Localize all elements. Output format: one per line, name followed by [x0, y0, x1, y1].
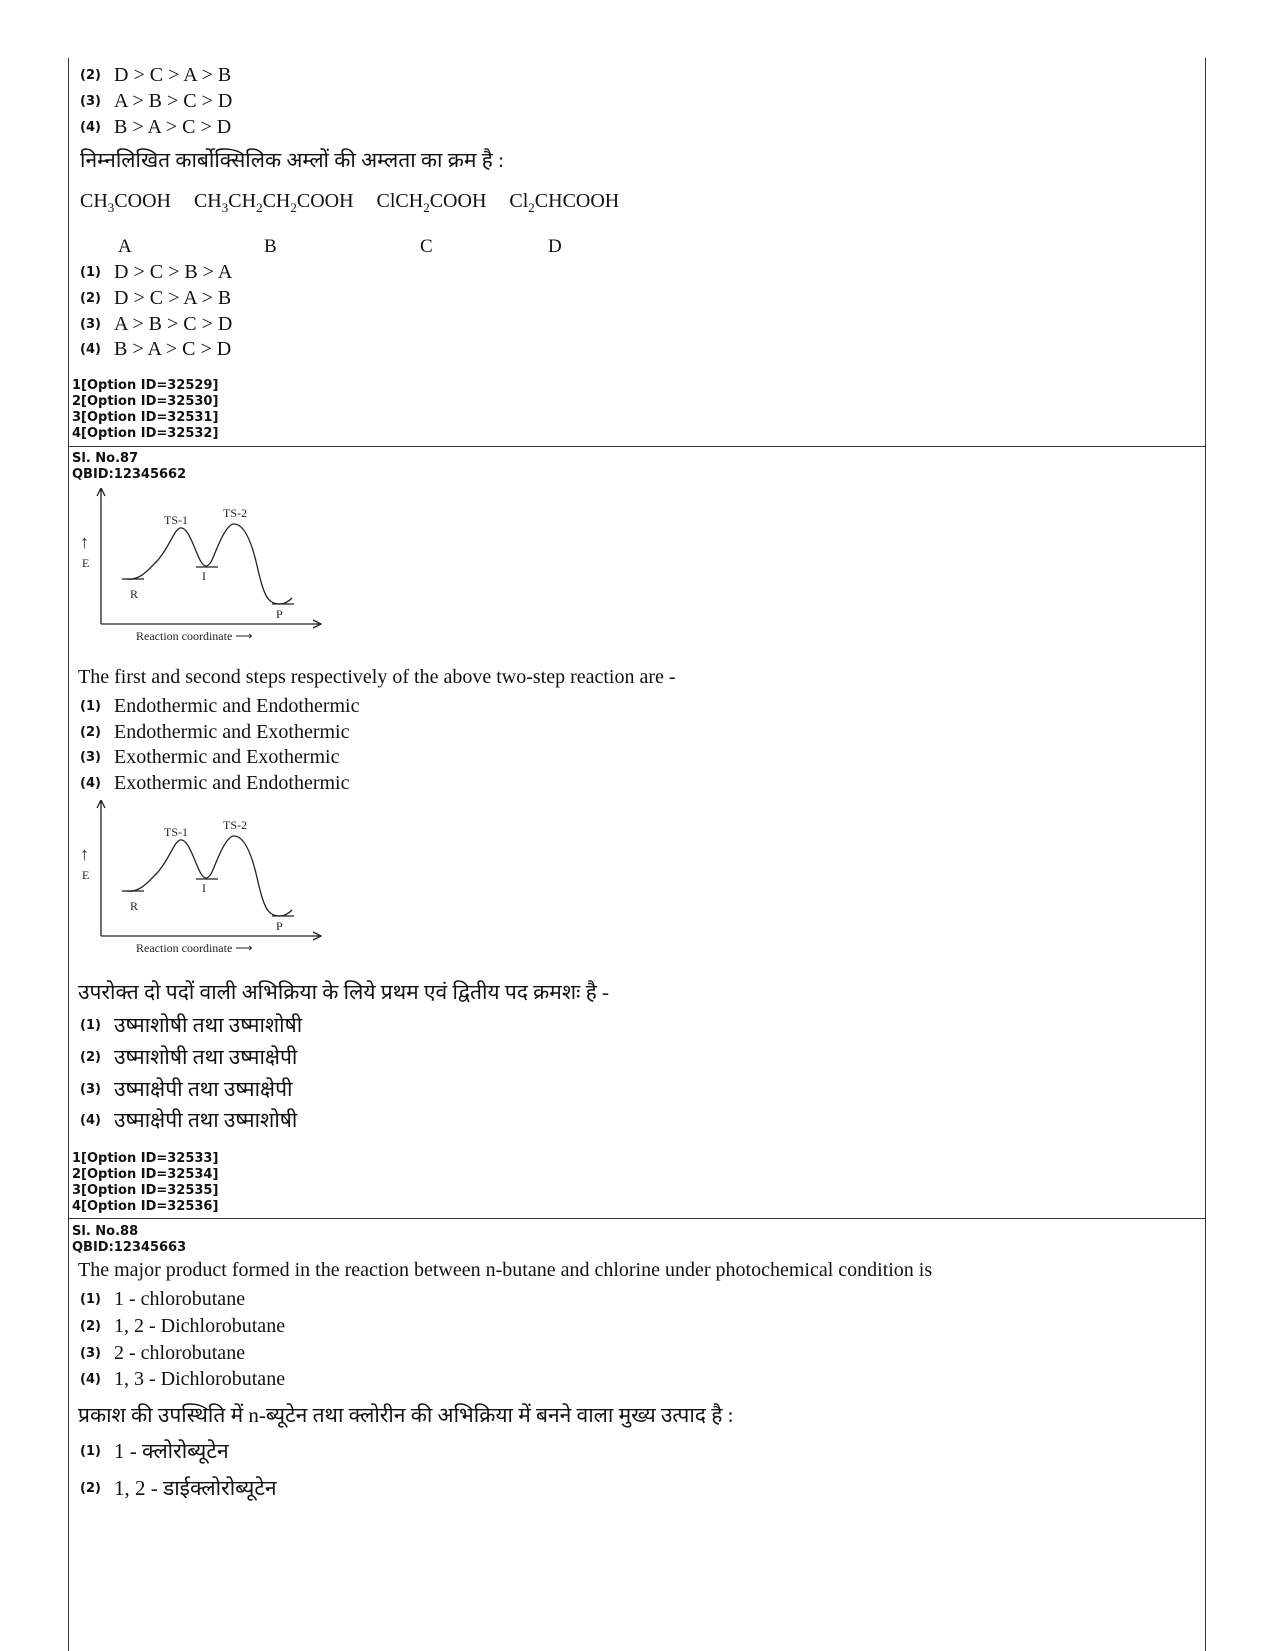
label-ts2: TS-2	[223, 818, 247, 832]
letter-a: A	[118, 236, 132, 257]
option-id: 2[Option ID=32530]	[72, 394, 219, 409]
label-e: E	[82, 556, 90, 570]
option-item: (3) 2 - chlorobutane	[80, 1342, 246, 1364]
serial-number: Sl. No.87	[72, 451, 139, 466]
option-item: (4) 1, 3 - Dichlorobutane	[80, 1368, 286, 1390]
formula-c: ClCH$_2$COOH	[376, 190, 487, 215]
label-ts1: TS-1	[164, 513, 188, 527]
option-item: (4) B > A > C > D	[80, 338, 232, 360]
q87-stem-en: The first and second steps respectively of the above two-step reaction are -	[78, 666, 676, 688]
option-id: 4[Option ID=32532]	[72, 426, 219, 441]
option-item: (2) Endothermic and Exothermic	[80, 721, 350, 743]
option-item: (2) उष्माशोषी तथा उष्माक्षेपी	[80, 1045, 298, 1069]
x-axis-label: Reaction coordinate ⟶	[136, 629, 253, 643]
option-item: (1) Endothermic and Endothermic	[80, 695, 360, 717]
up-arrow-icon: ↑	[80, 844, 89, 864]
option-item: (3) Exothermic and Exothermic	[80, 746, 340, 768]
letter-c: C	[420, 236, 433, 257]
label-i: I	[202, 881, 206, 895]
option-item: (1) D > C > B > A	[80, 261, 233, 283]
option-item: (2) 1, 2 - डाईक्लोरोब्यूटेन	[80, 1476, 277, 1500]
question-separator	[68, 446, 1206, 447]
serial-number: Sl. No.88	[72, 1224, 139, 1239]
formula-d: $Cl_2CHCOOH$	[509, 190, 620, 215]
option-item: (3) A > B > C > D	[80, 313, 233, 335]
qbid: QBID:12345663	[72, 1240, 187, 1255]
label-ts1: TS-1	[164, 825, 188, 839]
option-item: (4) उष्माक्षेपी तथा उष्माशोषी	[80, 1108, 298, 1132]
option-id: 2[Option ID=32534]	[72, 1167, 219, 1182]
label-r: R	[130, 899, 139, 913]
label-r: R	[130, 587, 139, 601]
formula-a: $CH_3COOH$	[80, 190, 171, 215]
energy-diagram-hi	[76, 800, 336, 960]
question-separator	[68, 1218, 1206, 1219]
option-id: 1[Option ID=32533]	[72, 1151, 219, 1166]
q86-stem-hi: निम्नलिखित कार्बोक्सिलिक अम्लों की अम्लता का क्रम है :	[80, 148, 504, 172]
q87-option-ids	[72, 1151, 218, 1215]
option-item: (4) Exothermic and Endothermic	[80, 772, 350, 794]
option-item: (1) 1 - क्लोरोब्यूटेन	[80, 1439, 229, 1463]
option-item: (3) A > B > C > D	[80, 90, 233, 112]
option-id: 3[Option ID=32535]	[72, 1183, 219, 1198]
option-item: (4) B > A > C > D	[80, 116, 232, 138]
x-axis-label: Reaction coordinate ⟶	[136, 941, 253, 955]
label-e: E	[82, 868, 90, 882]
up-arrow-icon: ↑	[80, 532, 89, 552]
option-item: (1) 1 - chlorobutane	[80, 1288, 246, 1310]
option-id: 1[Option ID=32529]	[72, 378, 219, 393]
q86-formulas	[80, 190, 637, 216]
energy-curve	[126, 836, 292, 916]
q87-stem-hi: उपरोक्त दो पदों वाली अभिक्रिया के लिये प्रथम एवं द्वितीय पद क्रमशः है -	[78, 980, 610, 1004]
label-p: P	[276, 919, 283, 933]
option-id: 4[Option ID=32536]	[72, 1199, 219, 1214]
option-item: (3) उष्माक्षेपी तथा उष्माक्षेपी	[80, 1077, 293, 1101]
label-i: I	[202, 569, 206, 583]
label-ts2: TS-2	[223, 506, 247, 520]
label-p: P	[276, 607, 283, 621]
option-item: (2) 1, 2 - Dichlorobutane	[80, 1315, 286, 1337]
option-item: (2) D > C > A > B	[80, 64, 232, 86]
letter-d: D	[548, 236, 562, 257]
q88-stem-hi: प्रकाश की उपस्थिति में n-ब्यूटेन तथा क्लोरीन की अभिक्रिया में बनने वाला मुख्य उत्पाद है :	[78, 1403, 734, 1427]
qbid: QBID:12345662	[72, 467, 187, 482]
option-item: (1) उष्माशोषी तथा उष्माशोषी	[80, 1013, 303, 1037]
energy-diagram-en	[76, 488, 336, 648]
q87-header	[72, 451, 186, 483]
q86-option-ids	[72, 378, 218, 442]
option-item: (2) D > C > A > B	[80, 287, 232, 309]
energy-curve	[126, 524, 292, 604]
option-id: 3[Option ID=32531]	[72, 410, 219, 425]
q88-header	[72, 1224, 186, 1256]
formula-b: $CH_3CH_2CH_2COOH$	[193, 190, 354, 215]
q88-stem-en: The major product formed in the reaction between n-butane and chlorine under photochemical condition is	[78, 1259, 933, 1281]
letter-b: B	[264, 236, 277, 257]
